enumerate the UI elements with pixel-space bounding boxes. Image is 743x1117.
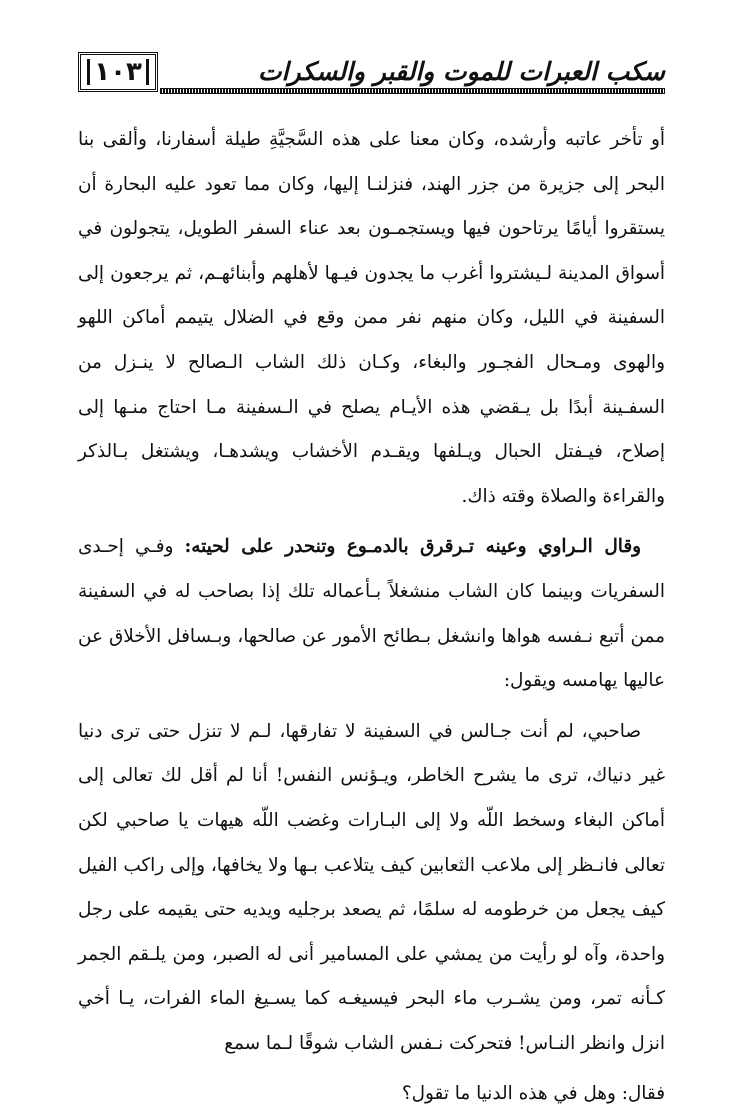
page-number-frame-bar (146, 59, 149, 85)
paragraph-3 (78, 710, 665, 1067)
running-title: سكب العبرات للموت والقبر والسكرات (258, 57, 665, 86)
page-body (78, 118, 665, 1117)
paragraph-text: وفـي إحـدى السفريات وبينما كان الشاب منشغلاً بـأعماله تلك إذا بصاحب له في السفينة ممن أتبع نـفسه هواها وانشغل بـطائح الأمور عن صالحها، وبـسافل الأخلاق عن عاليها يهامسه ويقول: (78, 536, 665, 692)
paragraph-text: أو تأخر عاتبه وأرشده، وكان معنا على هذه السَّجيَّةِ طيلة أسفارنا، وألقى بنا البحر إلى جزيرة من جزر الهند، فنزلنـا إليها، وكان مما تعود عليه البحارة أن يستقروا أيامًا يرتاحون فيها ويستجمـون بعد عناء السفر الطويل، يتجولون في أسواق المدينة لـيشتروا أغرب ما يجدون فيـها لأهلهم وأبنائهـم، ثم يرجعون إلى السفينة في الليل، وكان منهم نفر ممن وقع في الضلال يتيمم أماكن اللهو والهوى ومـحال الفجـور والبغاء، وكـان ذلك الشاب الـصالح لا ينـزل من السفـينة أبدًا بل يـقضي هذه الأيـام يصلح في الـسفينة مـا احتاج منـها إلى إصلاح، فيـفتل الحبال ويـلفها ويقـدم الأخشاب ويشدهـا، ويشتغل بـالذكر والقراءة والصلاة وقته ذاك. (78, 129, 665, 507)
page-number-frame-bar (87, 59, 90, 85)
page-number-box (78, 52, 158, 92)
paragraph-text: فقال: وهل في هذه الدنيا ما تقول؟ (401, 1083, 665, 1105)
page-header (78, 52, 665, 102)
paragraph-2 (78, 525, 665, 703)
paragraph-1 (78, 118, 665, 519)
paragraph-4 (78, 1072, 665, 1117)
header-rule (160, 88, 665, 94)
paragraph-text: صاحبي، لم أنت جـالس في السفينة لا تفارقها، لـم لا تنزل حتى ترى دنيا غير دنياك، ترى ما يشرح الخاطر، ويـؤنس النفس! أنا لم أقل لك تعالى إلى أماكن البغاء وسخط اللّه ولا إلى البـارات وغضب اللّه هيهات يا صاحبي لكن تعالى فانـظر إلى ملاعب الثعابين كيف يتلاعب بـها ولا يخافها، وإلى راكب الفيل كيف يجعل من خرطومه له سلمًا، ثم يصعد برجليه ويديه حتى يقيمه على رجل واحدة، وآه لو رأيت من يمشي على المسامير أنى له الصبر، ومن يلـقم الجمر كـأنه تمر، ومن يشـرب ماء البحر فيسيغـه كما يسـيغ الماء الفرات، يـا أخي انزل وانظر النـاس! فتحركت نـفس الشاب شوقًا لـما سمع (78, 720, 665, 1054)
paragraph-lead: وقال الـراوي وعينه تـرقرق بالدمـوع وتنحدر على لحيته: (184, 536, 641, 558)
page-number: ١٠٣ (94, 57, 142, 87)
